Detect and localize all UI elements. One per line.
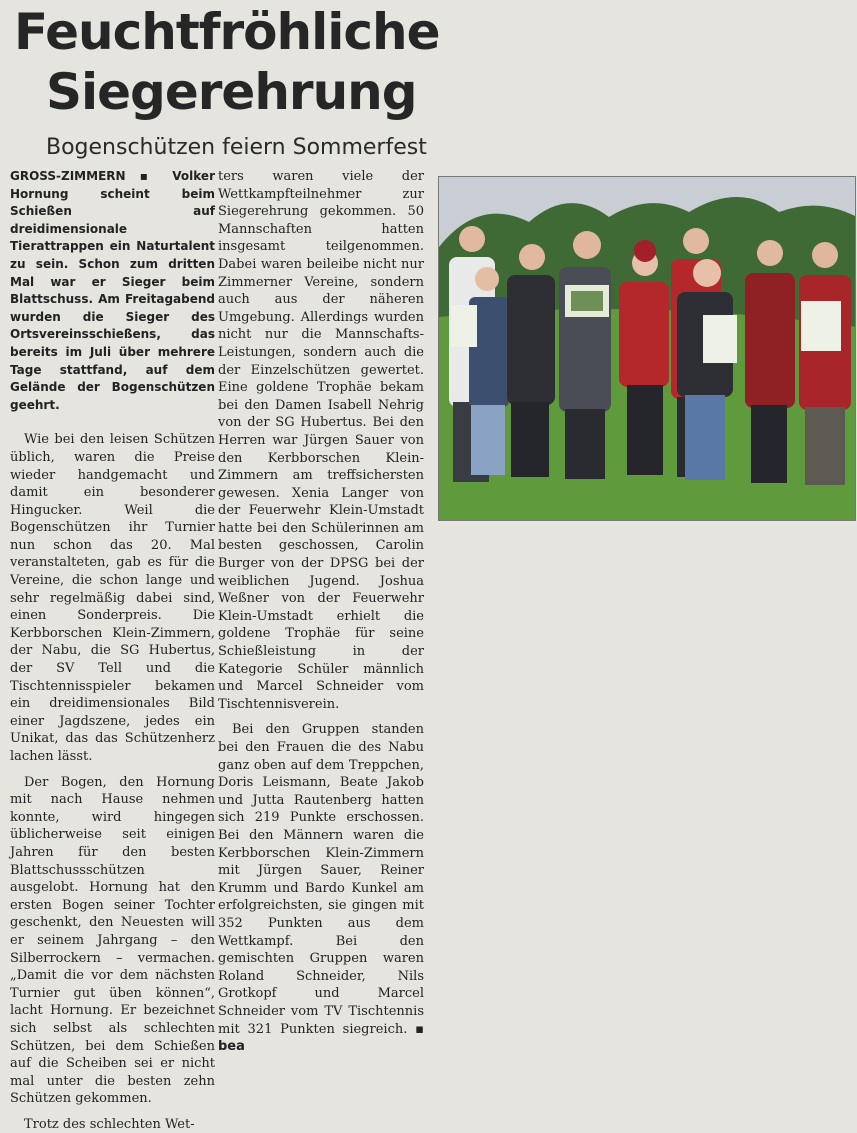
article-paragraph: Wie bei den leisen Schützen üblich, waren die Preise wieder handgemacht und damit ein besonderer Hingucker. Weil die Bogenschützen ihr Turnier nun schon das 20. Mal veranstalteten, gab es für die Vereine, die schon lange und sehr regelmäßig dabei sind, einen Sonderpreis. Die Kerbborschen Klein-Zimmern, der Nabu, die SG Hubertus, der SV Tell und die Tischtennisspieler bekamen ein dreidimensionales Bild einer Jagdszene, jedes ein Unikat, das das Schützenherz lachen lässt. [10, 432, 215, 764]
person [559, 231, 611, 479]
article-paragraph-text: Bei den Gruppen standen bei den Frauen die des Nabu ganz oben auf dem Treppchen, Doris Leismann, Beate Jakob und Jutta Rautenberg hatten sich 219 Punkte erschossen. Bei den Männern waren die Kerbborschen Klein-Zimmern mit Jürgen Sauer, Reiner Krumm und Bardo Kunkel am erfolgreichsten, sie gingen mit 352 Punkten aus dem Wettkampf. Bei den gemischten Gruppen waren Roland Schneider, Nils Grotkopf und Marcel Schneider vom TV Tischtennis mit 321 Punkten siegreich. [218, 722, 424, 1037]
article-paragraph [218, 721, 424, 1055]
article-paragraph: Trotz des schlechten Wet- [24, 1116, 195, 1132]
author-signoff: ▪ bea [218, 1021, 424, 1055]
article-paragraph: Der Bogen, den Hornung mit nach Hause nehmen konnte, wird hingegen üblicherweise seit einigen Jahren für den besten Blattschussschützen ausgelobt. Hornung hat den ersten Bogen seiner Tochter geschenkt, den Neuesten will er seinem Jahrgang – den Silberrockern – vermachen. „Damit die vor dem nächsten Turnier gut üben können“, lacht Hornung. Er bezeichnet sich selbst als schlechten Schützen, bei dem Schießen auf die Scheiben sei er nicht mal unter die besten zehn Schützen gekommen. [10, 774, 215, 1107]
person [799, 242, 851, 485]
article-lead: GROSS-ZIMMERN ▪ Volker Hornung scheint beim Schießen auf dreidimensionale Tierattrappen ein Naturtalent zu sein. Schon zum dritten Mal war er Sieger beim Blattschuss. Am Freitagabend wurden die Sieger des Ortsvereinsschießens, das bereits im Juli über mehrere Tage stattfand, auf dem Gelände der Bogenschützen geehrt. [10, 169, 215, 412]
person [507, 244, 555, 477]
headline-line-2: Siegerehrung [46, 63, 417, 121]
headline [14, 2, 514, 122]
group-photo [439, 177, 856, 521]
article-column-2 [218, 168, 424, 1056]
headline-line-1: Feuchtfröhliche [14, 3, 440, 61]
article-photo [438, 176, 856, 521]
subheadline: Bogenschützen feiern Sommerfest [46, 135, 427, 160]
article-column-1 [10, 168, 215, 1133]
article-paragraph: ters waren viele der Wettkampfteilnehmer zur Siegerehrung gekommen. 50 Mannschaften hatten insgesamt teilgenommen. Dabei waren beileibe nicht nur Zimmerner Vereine, sondern auch aus der näheren Umgebung. Allerdings wurden nicht nur die Mannschafts-Leistungen, sondern auch die der Einzelschützen gewertet. Eine goldene Trophäe bekam bei den Damen Isabell Nehrig von der SG Hubertus. Bei den Herren war Jürgen Sauer von den Kerbborschen Klein-Zimmern am treffsichersten gewesen. Xenia Langer von der Feuerwehr Klein-Umstadt hatte bei den Schülerinnen am besten geschossen, Carolin Burger von der DPSG bei der weiblichen Jugend. Joshua Weßner von der Feuerwehr Klein-Umstadt erhielt die goldene Trophäe für seine Schießleistung in der Kategorie Schüler männlich und Marcel Schneider vom Tischtennisverein. [218, 169, 424, 712]
